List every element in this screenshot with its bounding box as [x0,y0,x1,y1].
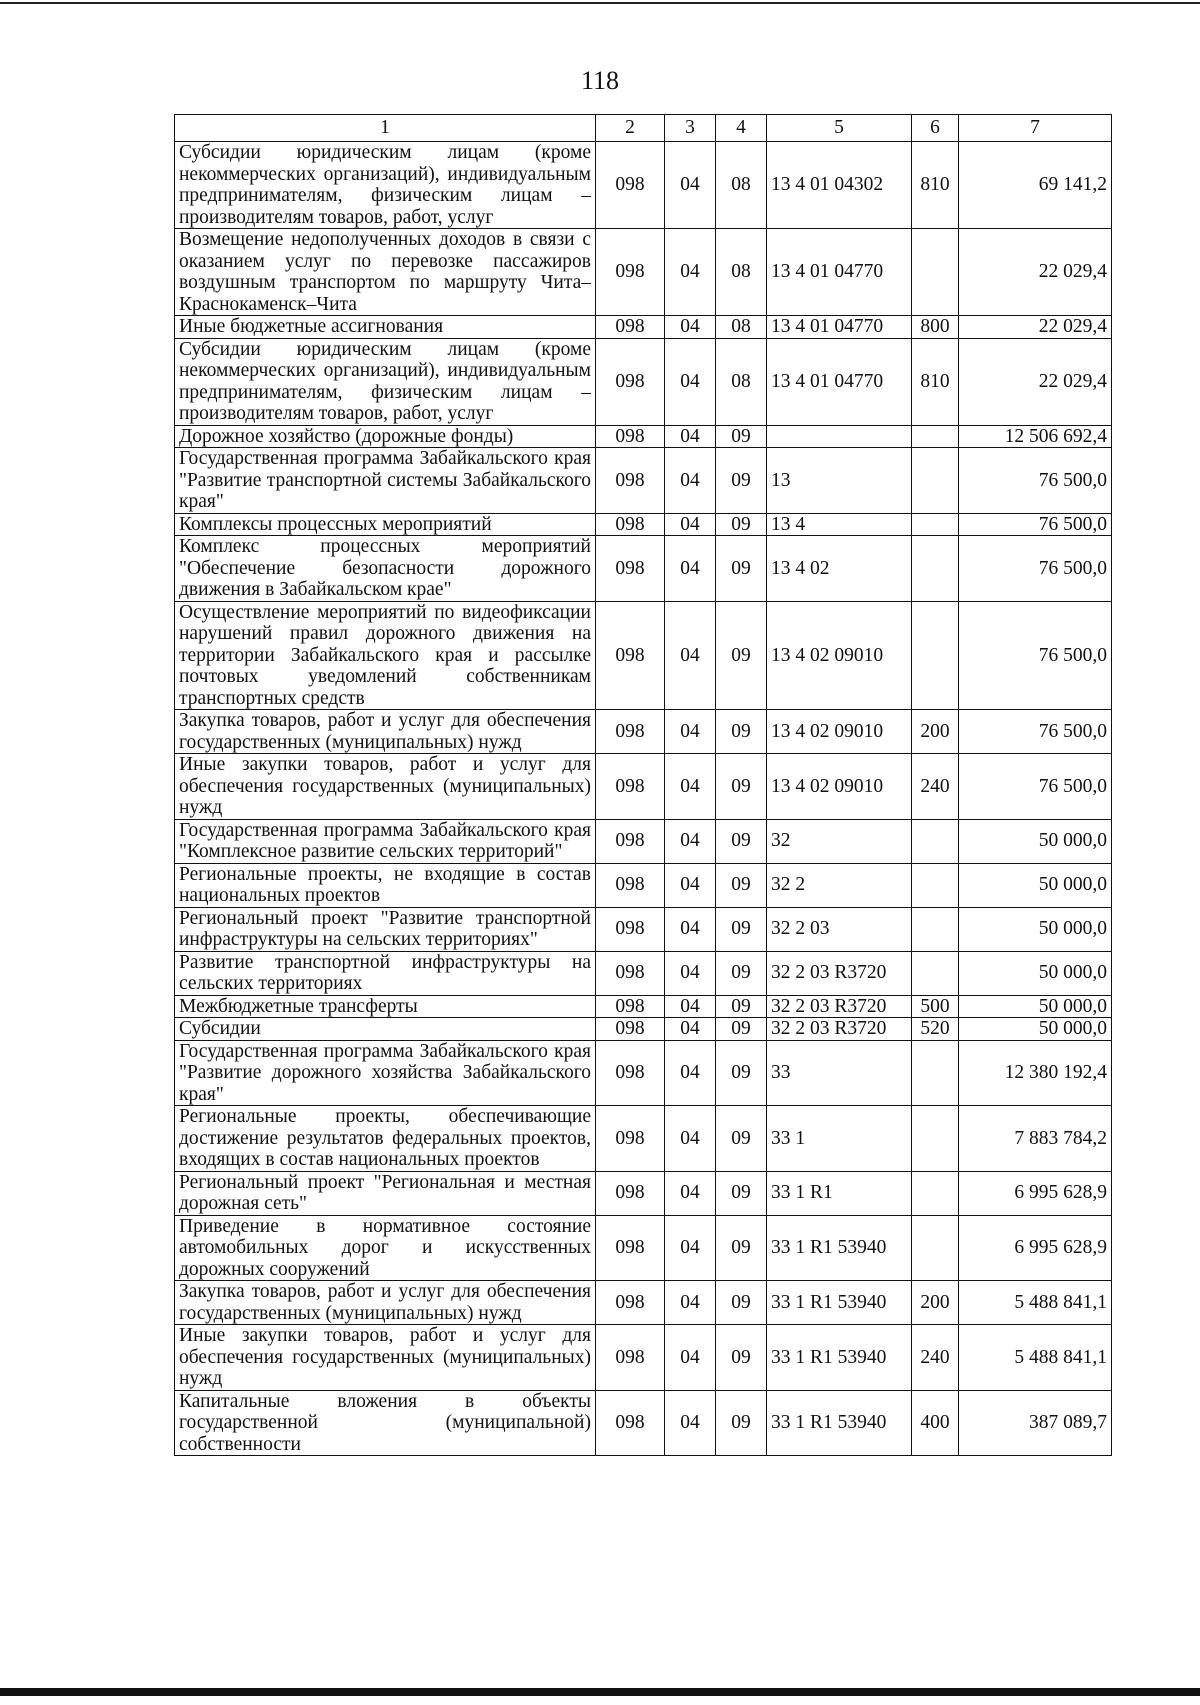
row-pr-cell: 09 [716,710,767,754]
row-vr-cell: 500 [912,995,959,1018]
row-vr-cell [912,1171,959,1215]
row-name-cell: Закупка товаров, работ и услуг для обеспечения государственных (муниципальных) нужд [175,710,596,754]
row-gr-cell: 098 [596,448,665,514]
row-vr-cell [912,229,959,316]
row-rz-cell: 04 [665,1040,716,1106]
row-pr-cell: 09 [716,1281,767,1325]
row-rz-cell: 04 [665,1215,716,1281]
row-vr-cell [912,448,959,514]
table-row [175,951,1112,995]
row-csr-cell: 13 4 02 09010 [767,754,912,820]
row-pr-cell: 08 [716,229,767,316]
table-row [175,907,1112,951]
top-border-line [0,2,1200,4]
row-csr-cell: 32 2 03 R3720 [767,951,912,995]
row-pr-cell: 08 [716,142,767,229]
row-amount-cell: 50 000,0 [959,863,1112,907]
table-row [175,536,1112,602]
row-rz-cell: 04 [665,601,716,710]
row-vr-cell [912,951,959,995]
row-amount-cell: 12 380 192,4 [959,1040,1112,1106]
row-rz-cell: 04 [665,710,716,754]
row-pr-cell: 09 [716,1040,767,1106]
row-csr-cell: 32 2 03 [767,907,912,951]
row-amount-cell: 50 000,0 [959,819,1112,863]
bottom-border-line [0,1688,1200,1696]
row-name-cell: Межбюджетные трансферты [175,995,596,1018]
row-pr-cell: 09 [716,1215,767,1281]
row-pr-cell: 09 [716,448,767,514]
row-vr-cell: 240 [912,754,959,820]
row-gr-cell: 098 [596,951,665,995]
table-row [175,338,1112,425]
row-pr-cell: 09 [716,754,767,820]
row-pr-cell: 09 [716,863,767,907]
row-csr-cell: 13 4 01 04770 [767,338,912,425]
row-amount-cell: 5 488 841,1 [959,1325,1112,1391]
row-gr-cell: 098 [596,754,665,820]
page-number: 118 [580,66,620,95]
table-row [175,863,1112,907]
row-amount-cell: 76 500,0 [959,754,1112,820]
row-csr-cell: 32 2 03 R3720 [767,995,912,1018]
row-pr-cell: 08 [716,338,767,425]
row-amount-cell: 22 029,4 [959,316,1112,339]
row-csr-cell: 13 4 02 09010 [767,601,912,710]
row-csr-cell: 13 4 [767,513,912,536]
row-rz-cell: 04 [665,1325,716,1391]
table-row [175,710,1112,754]
row-rz-cell: 04 [665,448,716,514]
row-csr-cell: 32 [767,819,912,863]
row-vr-cell [912,425,959,448]
row-vr-cell [912,1215,959,1281]
row-name-cell: Дорожное хозяйство (дорожные фонды) [175,425,596,448]
row-rz-cell: 04 [665,229,716,316]
table-row [175,448,1112,514]
row-vr-cell: 200 [912,1281,959,1325]
row-rz-cell: 04 [665,1106,716,1172]
table-row [175,1325,1112,1391]
row-name-cell: Приведение в нормативное состояние автомобильных дорог и искусственных дорожных сооружений [175,1215,596,1281]
row-amount-cell: 387 089,7 [959,1390,1112,1456]
row-vr-cell: 810 [912,338,959,425]
row-amount-cell: 76 500,0 [959,710,1112,754]
row-csr-cell: 13 4 01 04770 [767,316,912,339]
row-name-cell: Региональный проект "Развитие транспортной инфраструктуры на сельских территориях" [175,907,596,951]
row-pr-cell: 09 [716,536,767,602]
row-amount-cell: 50 000,0 [959,995,1112,1018]
row-name-cell: Комплексы процессных мероприятий [175,513,596,536]
row-name-cell: Осуществление мероприятий по видеофиксации нарушений правил дорожного движения на территории Забайкальского края и рассылке почтовых уведомлений собственникам транспортных средств [175,601,596,710]
row-csr-cell: 33 1 R1 53940 [767,1215,912,1281]
row-amount-cell: 76 500,0 [959,513,1112,536]
header-row [175,115,1112,142]
row-rz-cell: 04 [665,863,716,907]
row-amount-cell: 50 000,0 [959,951,1112,995]
row-rz-cell: 04 [665,338,716,425]
row-name-cell: Иные закупки товаров, работ и услуг для обеспечения государственных (муниципальных) нужд [175,754,596,820]
row-name-cell: Государственная программа Забайкальского края "Развитие дорожного хозяйства Забайкальского края" [175,1040,596,1106]
row-vr-cell: 240 [912,1325,959,1391]
table-row [175,1215,1112,1281]
row-pr-cell: 09 [716,513,767,536]
row-gr-cell: 098 [596,1040,665,1106]
column-header-7: 7 [959,115,1112,142]
row-rz-cell: 04 [665,754,716,820]
row-amount-cell: 50 000,0 [959,907,1112,951]
row-gr-cell: 098 [596,863,665,907]
row-amount-cell: 7 883 784,2 [959,1106,1112,1172]
row-name-cell: Государственная программа Забайкальского края "Комплексное развитие сельских территорий" [175,819,596,863]
row-amount-cell: 12 506 692,4 [959,425,1112,448]
row-csr-cell: 33 1 [767,1106,912,1172]
table-row [175,513,1112,536]
column-header-6: 6 [912,115,959,142]
table-row [175,601,1112,710]
column-header-2: 2 [596,115,665,142]
row-csr-cell: 13 4 01 04770 [767,229,912,316]
row-rz-cell: 04 [665,425,716,448]
row-rz-cell: 04 [665,142,716,229]
row-name-cell: Иные закупки товаров, работ и услуг для обеспечения государственных (муниципальных) нужд [175,1325,596,1391]
row-name-cell: Закупка товаров, работ и услуг для обеспечения государственных (муниципальных) нужд [175,1281,596,1325]
row-csr-cell: 13 4 02 09010 [767,710,912,754]
table-body [175,142,1112,1456]
column-header-3: 3 [665,115,716,142]
table-row [175,142,1112,229]
row-name-cell: Субсидии [175,1018,596,1041]
row-pr-cell: 09 [716,425,767,448]
row-name-cell: Капитальные вложения в объекты государственной (муниципальной) собственности [175,1390,596,1456]
row-gr-cell: 098 [596,316,665,339]
column-header-4: 4 [716,115,767,142]
row-vr-cell [912,601,959,710]
row-csr-cell: 33 1 R1 53940 [767,1281,912,1325]
row-name-cell: Возмещение недополученных доходов в связи с оказанием услуг по перевозке пассажиров воздушным транспортом по маршруту Чита–Краснокаменск–Чита [175,229,596,316]
row-amount-cell: 22 029,4 [959,338,1112,425]
row-vr-cell: 400 [912,1390,959,1456]
row-gr-cell: 098 [596,425,665,448]
row-pr-cell: 09 [716,1171,767,1215]
row-csr-cell: 33 1 R1 53940 [767,1390,912,1456]
table-row [175,425,1112,448]
row-rz-cell: 04 [665,316,716,339]
row-pr-cell: 09 [716,951,767,995]
table-row [175,754,1112,820]
row-vr-cell [912,1106,959,1172]
row-gr-cell: 098 [596,513,665,536]
row-amount-cell: 69 141,2 [959,142,1112,229]
row-gr-cell: 098 [596,995,665,1018]
table-row [175,1390,1112,1456]
row-pr-cell: 09 [716,1390,767,1456]
row-gr-cell: 098 [596,229,665,316]
row-amount-cell: 76 500,0 [959,601,1112,710]
row-amount-cell: 76 500,0 [959,448,1112,514]
row-vr-cell [912,536,959,602]
row-rz-cell: 04 [665,995,716,1018]
row-gr-cell: 098 [596,1215,665,1281]
row-vr-cell [912,907,959,951]
row-csr-cell: 33 1 R1 53940 [767,1325,912,1391]
row-gr-cell: 098 [596,1018,665,1041]
table-row [175,229,1112,316]
row-vr-cell [912,819,959,863]
row-gr-cell: 098 [596,710,665,754]
row-csr-cell: 33 1 R1 [767,1171,912,1215]
row-vr-cell: 520 [912,1018,959,1041]
row-rz-cell: 04 [665,1281,716,1325]
row-name-cell: Региональные проекты, не входящие в состав национальных проектов [175,863,596,907]
row-pr-cell: 09 [716,1018,767,1041]
row-name-cell: Государственная программа Забайкальского края "Развитие транспортной системы Забайкальского края" [175,448,596,514]
table-row [175,995,1112,1018]
row-name-cell: Комплекс процессных мероприятий "Обеспечение безопасности дорожного движения в Забайкальском крае" [175,536,596,602]
column-header-1: 1 [175,115,596,142]
row-name-cell: Региональные проекты, обеспечивающие достижение результатов федеральных проектов, входящих в состав национальных проектов [175,1106,596,1172]
table-row [175,1171,1112,1215]
row-gr-cell: 098 [596,1106,665,1172]
row-vr-cell [912,513,959,536]
row-name-cell: Субсидии юридическим лицам (кроме некоммерческих организаций), индивидуальным предпринимателям, физическим лицам – производителям товаров, работ, услуг [175,142,596,229]
row-gr-cell: 098 [596,1171,665,1215]
row-gr-cell: 098 [596,142,665,229]
row-rz-cell: 04 [665,1171,716,1215]
row-pr-cell: 09 [716,1106,767,1172]
row-vr-cell: 800 [912,316,959,339]
row-csr-cell: 33 [767,1040,912,1106]
row-gr-cell: 098 [596,536,665,602]
row-rz-cell: 04 [665,513,716,536]
table-row [175,1040,1112,1106]
row-rz-cell: 04 [665,536,716,602]
row-vr-cell [912,1040,959,1106]
row-gr-cell: 098 [596,1325,665,1391]
row-pr-cell: 09 [716,907,767,951]
row-gr-cell: 098 [596,819,665,863]
row-csr-cell [767,425,912,448]
row-name-cell: Развитие транспортной инфраструктуры на сельских территориях [175,951,596,995]
row-name-cell: Региональный проект "Региональная и местная дорожная сеть" [175,1171,596,1215]
row-name-cell: Иные бюджетные ассигнования [175,316,596,339]
row-amount-cell: 76 500,0 [959,536,1112,602]
row-amount-cell: 5 488 841,1 [959,1281,1112,1325]
table-row [175,1281,1112,1325]
row-vr-cell [912,863,959,907]
row-pr-cell: 09 [716,819,767,863]
row-pr-cell: 08 [716,316,767,339]
table-row [175,316,1112,339]
row-rz-cell: 04 [665,1018,716,1041]
row-amount-cell: 6 995 628,9 [959,1215,1112,1281]
table-row [175,1106,1112,1172]
row-rz-cell: 04 [665,819,716,863]
row-rz-cell: 04 [665,907,716,951]
row-name-cell: Субсидии юридическим лицам (кроме некоммерческих организаций), индивидуальным предпринимателям, физическим лицам – производителям товаров, работ, услуг [175,338,596,425]
row-vr-cell: 200 [912,710,959,754]
row-pr-cell: 09 [716,1325,767,1391]
budget-table [174,114,1112,1456]
row-gr-cell: 098 [596,601,665,710]
row-gr-cell: 098 [596,1390,665,1456]
row-gr-cell: 098 [596,907,665,951]
column-header-5: 5 [767,115,912,142]
row-amount-cell: 50 000,0 [959,1018,1112,1041]
row-csr-cell: 13 4 02 [767,536,912,602]
row-amount-cell: 6 995 628,9 [959,1171,1112,1215]
table-row [175,1018,1112,1041]
row-csr-cell: 32 2 [767,863,912,907]
table-row [175,819,1112,863]
row-vr-cell: 810 [912,142,959,229]
row-pr-cell: 09 [716,601,767,710]
row-gr-cell: 098 [596,1281,665,1325]
row-pr-cell: 09 [716,995,767,1018]
row-rz-cell: 04 [665,1390,716,1456]
row-csr-cell: 13 [767,448,912,514]
row-amount-cell: 22 029,4 [959,229,1112,316]
row-csr-cell: 32 2 03 R3720 [767,1018,912,1041]
row-csr-cell: 13 4 01 04302 [767,142,912,229]
row-rz-cell: 04 [665,951,716,995]
row-gr-cell: 098 [596,338,665,425]
